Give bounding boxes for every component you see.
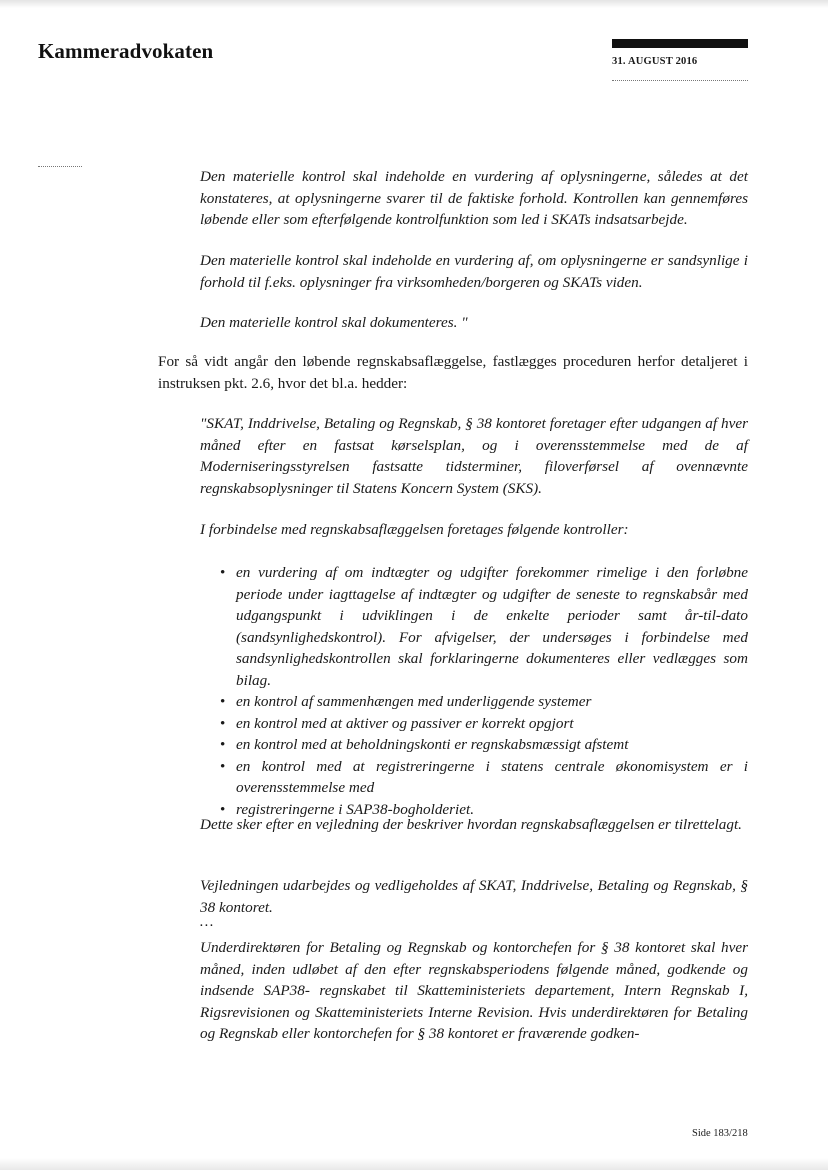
list-item: • en kontrol med at beholdningskonti er regnskabsmæssigt afstemt — [220, 734, 748, 756]
quote2-paragraph-4: Vejledningen udarbejdes og vedligeholdes af SKAT, Inddrivelse, Betaling og Regnskab, § 38 kontoret. — [200, 877, 748, 916]
header-bar — [612, 39, 748, 48]
scan-shadow-top — [0, 0, 828, 8]
list-item: • en vurdering af om indtægter og udgifter forekommer rimelige i den forløbne periode under iagttagelse af indtægter og udgifter de seneste to regnskabsår med udgangspunkt i udviklingen i de enkelte perioder samt år-til-dato (sandsynlighedskontrol). For afvigelser, der undersøges i forbindelse med sandsynlighedskontrollen skal forklaringerne dokumenteres eller vedlægges som bilag. — [220, 562, 748, 691]
brand-name: Kammeradvokaten — [38, 39, 214, 63]
list-item: • en kontrol af sammenhængen med underliggende systemer — [220, 691, 748, 713]
quote2-paragraph-1: "SKAT, Inddrivelse, Betaling og Regnskab, § 38 kontoret foretager efter udgangen af hver måned efter en fastsat kørselsplan, og i overensstemmelse med de af Moderniseringsstyrelsen fastsatte tidsterminer, filoverførsel af ovennævnte regnskabsoplysninger til Statens Koncern System (SKS). — [200, 415, 748, 497]
list-item: • en kontrol med at registreringerne i statens centrale økonomisystem er i overensstemmelse med — [220, 756, 748, 799]
quote1-paragraph-2: Den materielle kontrol skal indeholde en vurdering af, om oplysningerne er sandsynlige i forhold til f.eks. oplysninger fra virksomheden/borgeren og SKATs viden. — [200, 252, 748, 291]
quote2-paragraph-5: Underdirektøren for Betaling og Regnskab og kontorchefen for § 38 kontoret skal hver måned, inden udløbet af den efter regnskabsperiodens følgende måned, godkende og indsende SAP38- regnskabet til Skatteministeriets departement, Intern Regnskab I, Rigsrevisionen og Skatteministeriets Interne Revision. Hvis underdirektøren for Betaling og Regnskab eller kontorchefen for § 38 kontoret er fraværende godken- — [200, 939, 748, 1042]
omission-ellipsis: … — [200, 914, 214, 930]
list-item: • en kontrol med at aktiver og passiver er korrekt opgjort — [220, 713, 748, 735]
list-item: • registreringerne i SAP38-bogholderiet. — [220, 799, 748, 821]
control-list — [220, 562, 748, 820]
scan-shadow-bottom — [0, 1158, 828, 1170]
quote2-paragraph-2: I forbindelse med regnskabsaflæggelsen foretages følgende kontroller: — [200, 521, 629, 538]
quote1-paragraph-1: Den materielle kontrol skal indeholde en vurdering af oplysningerne, således at det konstateres, at oplysningerne svarer til de faktiske forhold. Kontrollen kan gennemføres løbende eller som efterfølgende kontrolfunktion som led i SKATs indsatsarbejde. — [200, 168, 748, 228]
page-number: Side 183/218 — [692, 1128, 748, 1139]
margin-dotted-rule — [38, 166, 82, 167]
body-paragraph: For så vidt angår den løbende regnskabsaflæggelse, fastlægges proceduren herfor detaljeret i instruksen pkt. 2.6, hvor det bl.a. hedder: — [158, 353, 748, 392]
quote2-paragraph-3: Dette sker efter en vejledning der beskriver hvordan regnskabsaflæggelsen er tilrettelagt. — [200, 816, 742, 833]
header-dotted-rule — [612, 80, 748, 81]
quote1-paragraph-3: Den materielle kontrol skal dokumenteres. " — [200, 314, 468, 331]
document-date: 31. AUGUST 2016 — [612, 56, 698, 67]
